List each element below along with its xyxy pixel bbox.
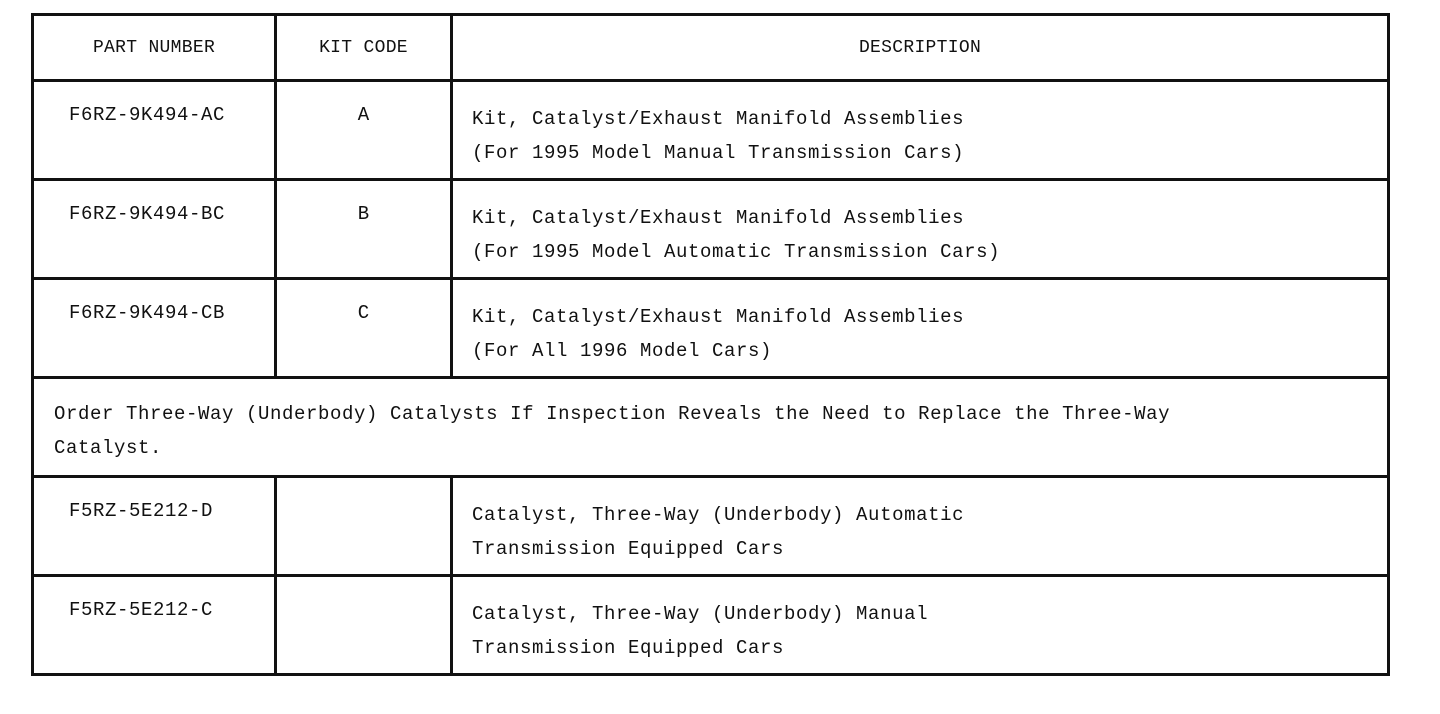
table-header-row <box>33 15 1389 81</box>
description-line: Kit, Catalyst/Exhaust Manifold Assemblies <box>472 306 965 328</box>
part-number-cell <box>33 81 276 180</box>
part-number: F6RZ-9K494-AC <box>69 104 226 126</box>
kit-code <box>277 478 450 500</box>
part-number: F6RZ-9K494-BC <box>69 203 226 225</box>
part-number: F5RZ-5E212-C <box>69 599 214 621</box>
part-number-cell <box>33 180 276 279</box>
description-line: Kit, Catalyst/Exhaust Manifold Assemblies <box>472 108 965 130</box>
description-line: Kit, Catalyst/Exhaust Manifold Assemblies <box>472 207 965 229</box>
note-cell <box>33 378 1389 477</box>
description-line: Catalyst, Three-Way (Underbody) Automatic <box>472 504 965 526</box>
description <box>453 478 1387 566</box>
description-cell <box>452 81 1389 180</box>
kit-code-cell <box>276 477 452 576</box>
kit-code-cell <box>276 180 452 279</box>
part-number: F5RZ-5E212-D <box>69 500 214 522</box>
table-row <box>33 279 1389 378</box>
description-line: (For 1995 Model Automatic Transmission Cars) <box>472 241 1001 263</box>
header-part-number: PART NUMBER <box>33 15 276 81</box>
description-line: Transmission Equipped Cars <box>472 538 785 560</box>
table-row <box>33 81 1389 180</box>
description <box>453 181 1387 269</box>
description <box>453 280 1387 368</box>
note-row <box>33 378 1389 477</box>
description <box>453 577 1387 665</box>
kit-code-cell <box>276 279 452 378</box>
description-line: (For 1995 Model Manual Transmission Cars) <box>472 142 965 164</box>
kit-code-cell <box>276 576 452 675</box>
kit-code: A <box>357 104 370 126</box>
header-kit-code: KIT CODE <box>276 15 452 81</box>
description <box>453 82 1387 170</box>
part-number-cell <box>33 576 276 675</box>
table-row <box>33 576 1389 675</box>
note-line: Order Three-Way (Underbody) Catalysts If Inspection Reveals the Need to Replace the Three-Way <box>54 403 1171 425</box>
part-number: F6RZ-9K494-CB <box>69 302 226 324</box>
table-row <box>33 180 1389 279</box>
part-number-cell <box>33 477 276 576</box>
description-line: (For All 1996 Model Cars) <box>472 340 773 362</box>
description-cell <box>452 477 1389 576</box>
note-line: Catalyst. <box>54 437 163 459</box>
description-cell <box>452 576 1389 675</box>
description-line: Transmission Equipped Cars <box>472 637 785 659</box>
part-number-cell <box>33 279 276 378</box>
parts-table <box>31 13 1390 676</box>
kit-code: B <box>357 203 370 225</box>
description-line: Catalyst, Three-Way (Underbody) Manual <box>472 603 929 625</box>
kit-code: C <box>357 302 370 324</box>
description-cell <box>452 180 1389 279</box>
kit-code-cell <box>276 81 452 180</box>
header-description: DESCRIPTION <box>452 15 1389 81</box>
description-cell <box>452 279 1389 378</box>
kit-code <box>277 577 450 599</box>
table-row <box>33 477 1389 576</box>
note-text <box>34 379 1387 465</box>
